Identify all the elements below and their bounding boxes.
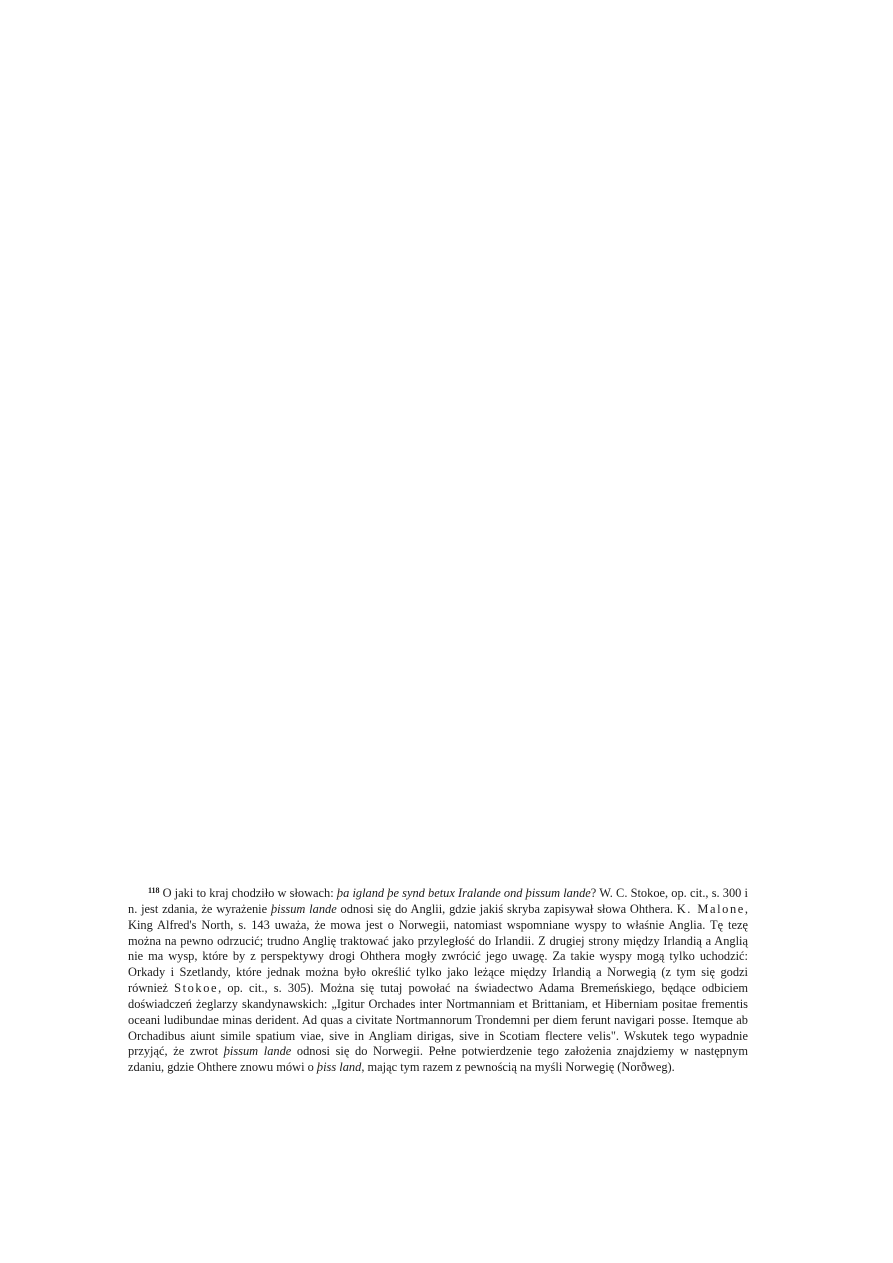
italic-phrase: þa igland þe synd betux Iralande ond þissum lande: [336, 886, 591, 900]
text-run: , mając tym razem z pewnością na myśli Norwegię (Norðweg).: [361, 1060, 675, 1075]
footnote-118: [128, 883, 748, 1076]
italic-phrase: þissum lande: [270, 901, 337, 916]
text-run: odnosi się do Norwegii. Pełne potwierdzenie tego założenia znajdziemy w następnym zdaniu, gdzie Ohthere znowu mówi o: [128, 1044, 748, 1075]
text-run: , op. cit., s. 305). Można się tutaj powołać na świadectwo Adama Bremeńskiego, będące odbiciem doświadczeń żeglarzy skandynawskich: „Igitur Orchades inter Nortmanniam et Brittaniam, et Hiberniam positae frementis oceani ludibundae minas derident. Ad quas a civitate Nortmannorum Trondemni per diem ferunt navigari posse. Itemque ab Orchadibus aiunt simile spatium viae, sive in Angliam dirigas, sive in Scotiam flectere velis". Wskutek tego wypadnie przyjąć, że zwrot: [128, 981, 748, 1059]
italic-phrase: þiss land: [316, 1060, 362, 1075]
text-run: O jaki to kraj chodziło w słowach:: [162, 886, 337, 900]
text-run: odnosi się do Anglii, gdzie jakiś skryba zapisywał słowa Ohthera.: [336, 901, 677, 916]
text-run: , King Alfred's North, s. 143 uważa, że mowa jest o Norwegii, natomiast wspomniane wyspy to właśnie Anglia. Tę tezę można na pewno odrzucić; trudno Anglię traktować jako przyległość do Irlandii. Z drugiej strony między Irlandią a Anglią nie ma wysp, które by z perspektywy drogi Ohthera mogły zwrócić jego uwagę. Za takie wyspy mogą tylko uchodzić: Orkady i Szetlandy, które jednak można było określić tylko jako leżące między Irlandią a Norwegią (z tym się godzi również: [128, 901, 748, 996]
author-name: Stokoe: [174, 981, 219, 996]
text-run: ? W. C. Stokoe, op. cit., s. 300 i n. jest zdania, że wyrażenie: [128, 886, 748, 916]
author-name: K. Malone: [676, 901, 745, 916]
italic-phrase: þissum lande: [223, 1044, 292, 1059]
footnote-number: 118: [148, 886, 160, 895]
footnote-text: [128, 886, 748, 1074]
